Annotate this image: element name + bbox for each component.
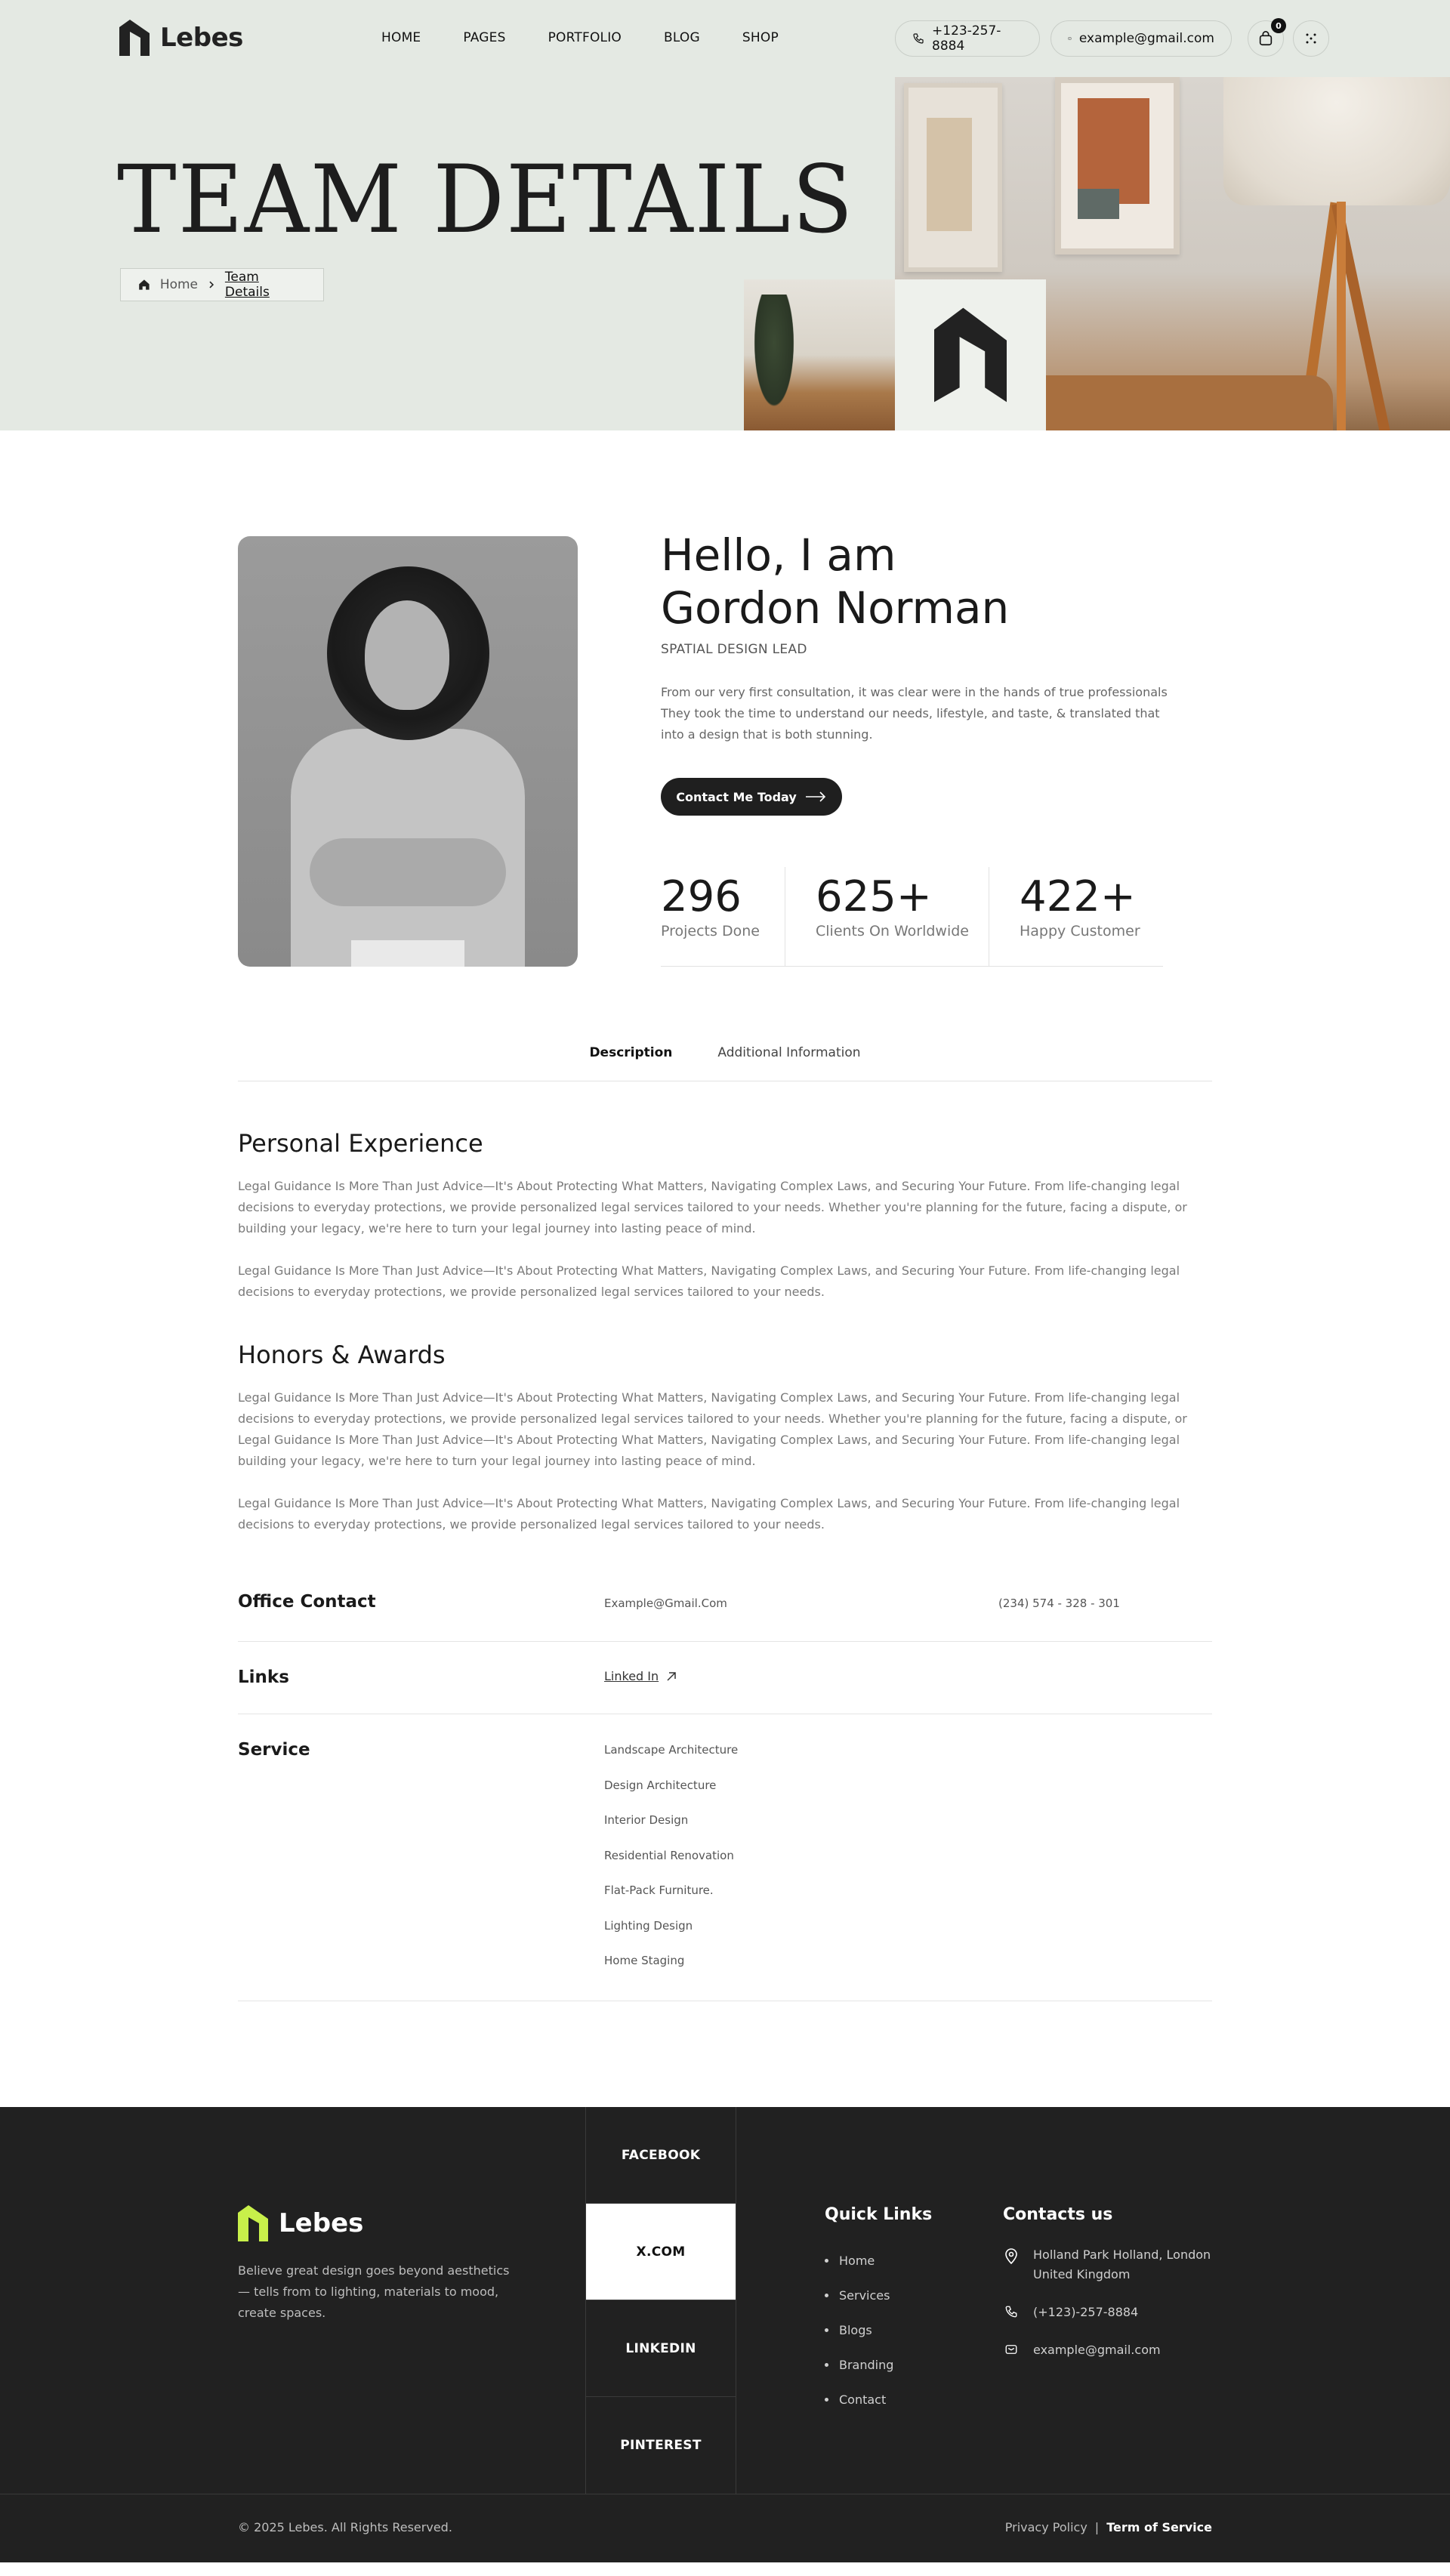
member-greeting xyxy=(661,529,1009,634)
logo[interactable] xyxy=(119,20,243,56)
contacts-title: Contacts us xyxy=(1003,2205,1113,2224)
greeting-line: Hello, I am xyxy=(661,529,896,581)
row-label: Links xyxy=(238,1667,289,1687)
sofa xyxy=(1016,375,1333,430)
nav-home[interactable]: HOME xyxy=(381,30,421,45)
tab-description[interactable]: Description xyxy=(589,1045,673,1060)
section-heading: Personal Experience xyxy=(238,1129,483,1158)
hero-plant-image xyxy=(744,279,895,430)
stat-item xyxy=(785,867,989,967)
phone-icon xyxy=(1004,2305,1018,2318)
stat-item xyxy=(661,867,785,967)
stat-label: Projects Done xyxy=(661,923,760,939)
arrow-up-right-icon xyxy=(666,1671,677,1682)
footer-address-text: Holland Park Holland, London United Kingdom xyxy=(1033,2247,1211,2281)
map-pin-icon xyxy=(1004,2247,1018,2264)
logo-mark-icon xyxy=(119,20,150,56)
stat-item xyxy=(989,867,1140,967)
social-linkedin[interactable]: LINKEDIN xyxy=(586,2300,736,2397)
paragraph: Legal Guidance Is More Than Just Advice—It's About Protecting What Matters, Navigating Complex Laws, and Securing Your Future. From life-changing legal decisions to everyday protections, we provide personalized legal services tailored to your needs. Whether you're planning for the future, facing a dispute, or Legal Guidance Is More Than Just Advice—It's About Protecting What Matters, Navigating Complex Laws, and Securing Your Future. From life-changing legal building your legacy, we're here to turn your legal journey into lasting peace of mind. xyxy=(238,1390,1187,1468)
service-list xyxy=(604,1743,738,1989)
stats-row xyxy=(661,867,1163,967)
logo-mark-icon xyxy=(238,2205,268,2241)
nav-blog[interactable]: BLOG xyxy=(664,30,700,45)
breadcrumb-home[interactable]: Home xyxy=(159,277,199,292)
paragraph: Legal Guidance Is More Than Just Advice—It's About Protecting What Matters, Navigating Complex Laws, and Securing Your Future. From life-changing legal decisions to everyday protections, we provide personalized legal services tailored to your needs. xyxy=(238,1496,1180,1532)
contact-me-label: Contact Me Today xyxy=(676,789,797,804)
wall-art-frame xyxy=(904,83,1002,272)
nav-portfolio[interactable]: PORTFOLIO xyxy=(548,30,622,45)
legal-separator: | xyxy=(1094,2520,1100,2534)
office-phone[interactable]: (234) 574 - 328 - 301 xyxy=(998,1597,1120,1610)
footer-link-blogs[interactable]: Blogs xyxy=(825,2312,893,2347)
copyright: © 2025 Lebes. All Rights Reserved. xyxy=(238,2520,452,2534)
footer-description: Believe great design goes beyond aesthetics — tells from to lighting, materials to mood, create spaces. xyxy=(238,2263,510,2320)
header-phone-text: +123-257-8884 xyxy=(932,23,1001,54)
contact-me-button[interactable] xyxy=(661,778,842,816)
service-item: Landscape Architecture xyxy=(604,1743,739,1757)
service-row xyxy=(238,1714,1212,2001)
footer-link-home[interactable]: Home xyxy=(825,2243,893,2278)
footer-email[interactable] xyxy=(1003,2340,1222,2360)
footer-phone-text: (+123)-257-8884 xyxy=(1033,2305,1139,2319)
office-email[interactable]: Example@Gmail.Com xyxy=(604,1597,727,1610)
tabs-section xyxy=(0,1035,1450,1091)
tab-additional-information[interactable]: Additional Information xyxy=(717,1045,861,1060)
linkedin-link[interactable] xyxy=(604,1669,677,1683)
social-facebook[interactable]: FACEBOOK xyxy=(586,2107,736,2204)
header-phone[interactable] xyxy=(895,20,1040,57)
stat-value: 296 xyxy=(661,872,742,921)
footer xyxy=(0,2107,1450,2562)
footer-link-contact[interactable]: Contact xyxy=(825,2382,893,2417)
detail-tabs xyxy=(238,1035,1212,1081)
hero-section xyxy=(0,0,1450,430)
wall-art-frame xyxy=(1055,77,1180,255)
social-pinterest[interactable]: PINTEREST xyxy=(620,2438,702,2453)
service-item: Interior Design xyxy=(604,1813,689,1827)
chevron-right-icon xyxy=(207,280,216,289)
cart-count-badge: 0 xyxy=(1271,18,1286,33)
row-label: Service xyxy=(238,1740,310,1760)
social-links xyxy=(585,2107,736,2494)
dots-grid-icon xyxy=(1305,32,1317,45)
nav-pages[interactable]: PAGES xyxy=(463,30,506,45)
member-bio: From our very first consultation, it was clear were in the hands of true professionals They took the time to understand our needs, lifestyle, and taste, & translated that into a design that is both stunning. xyxy=(661,685,1168,742)
breadcrumb-current: Team Details xyxy=(224,270,270,300)
service-item: Residential Renovation xyxy=(604,1848,734,1862)
shopping-bag-icon xyxy=(1257,30,1274,47)
footer-logo[interactable] xyxy=(238,2205,363,2241)
office-contact-row xyxy=(238,1569,1212,1642)
quick-links-list xyxy=(825,2243,893,2417)
header-email[interactable] xyxy=(1050,20,1232,57)
logo-mark-icon xyxy=(934,307,1007,403)
home-icon xyxy=(137,278,151,292)
privacy-policy-link[interactable]: Privacy Policy xyxy=(1004,2520,1088,2534)
arrow-right-icon xyxy=(806,791,827,802)
section-heading: Honors & Awards xyxy=(238,1340,446,1369)
footer-address xyxy=(1003,2245,1222,2284)
service-item: Design Architecture xyxy=(604,1778,717,1792)
service-item: Home Staging xyxy=(604,1954,685,1967)
footer-brand-name: Lebes xyxy=(279,2208,364,2238)
service-item: Flat-Pack Furniture. xyxy=(604,1883,714,1897)
header xyxy=(0,0,1450,77)
mail-icon xyxy=(1068,32,1072,45)
social-x[interactable]: X.COM xyxy=(586,2204,736,2300)
stat-value: 625+ xyxy=(816,872,932,921)
description-content xyxy=(0,1129,1450,2001)
footer-phone[interactable] xyxy=(1003,2303,1222,2322)
cart-button[interactable] xyxy=(1248,20,1284,57)
legal-links xyxy=(1005,2520,1212,2534)
mail-icon xyxy=(1004,2343,1018,2356)
service-item: Lighting Design xyxy=(604,1918,693,1933)
footer-email-text: example@gmail.com xyxy=(1033,2343,1161,2357)
floor-lamp xyxy=(1223,77,1450,205)
header-email-text: example@gmail.com xyxy=(1078,31,1214,46)
footer-contacts xyxy=(1003,2245,1222,2378)
member-name: Gordon Norman xyxy=(661,582,1010,634)
row-label: Office Contact xyxy=(238,1592,376,1612)
profile-section xyxy=(0,430,1450,1035)
nav-shop[interactable]: SHOP xyxy=(742,30,779,45)
terms-of-service-link[interactable]: Term of Service xyxy=(1106,2520,1212,2534)
footer-link-services[interactable]: Services xyxy=(825,2278,893,2312)
page-title: TEAM DETAILS xyxy=(117,144,855,255)
stat-value: 422+ xyxy=(1020,872,1136,921)
member-info-table xyxy=(238,1569,1212,2001)
team-member-photo xyxy=(238,536,578,967)
paragraph: Legal Guidance Is More Than Just Advice—It's About Protecting What Matters, Navigating Complex Laws, and Securing Your Future. From life-changing legal decisions to everyday protections, we provide personalized legal services tailored to your needs. xyxy=(238,1263,1180,1299)
stat-label: Clients On Worldwide xyxy=(816,923,969,939)
main-nav xyxy=(381,30,821,45)
links-row xyxy=(238,1642,1212,1714)
member-role: SPATIAL DESIGN LEAD xyxy=(661,642,807,657)
footer-bottom-bar xyxy=(0,2494,1450,2562)
stat-label: Happy Customer xyxy=(1020,923,1140,939)
footer-link-branding[interactable]: Branding xyxy=(825,2347,893,2382)
paragraph: Legal Guidance Is More Than Just Advice—It's About Protecting What Matters, Navigating Complex Laws, and Securing Your Future. From life-changing legal decisions to everyday protections, we provide personalized legal services tailored to your needs. Whether you're planning for the future, facing a dispute, or building your legacy, we're here to turn your legal journey into lasting peace of mind. xyxy=(238,1179,1187,1236)
breadcrumb xyxy=(120,268,324,301)
menu-button[interactable] xyxy=(1293,20,1329,57)
quick-links-title: Quick Links xyxy=(825,2205,933,2224)
linkedin-link-label: Linked In xyxy=(604,1669,659,1683)
brand-name: Lebes xyxy=(160,23,243,53)
hero-logo-tile xyxy=(895,279,1046,430)
phone-icon xyxy=(912,32,924,45)
